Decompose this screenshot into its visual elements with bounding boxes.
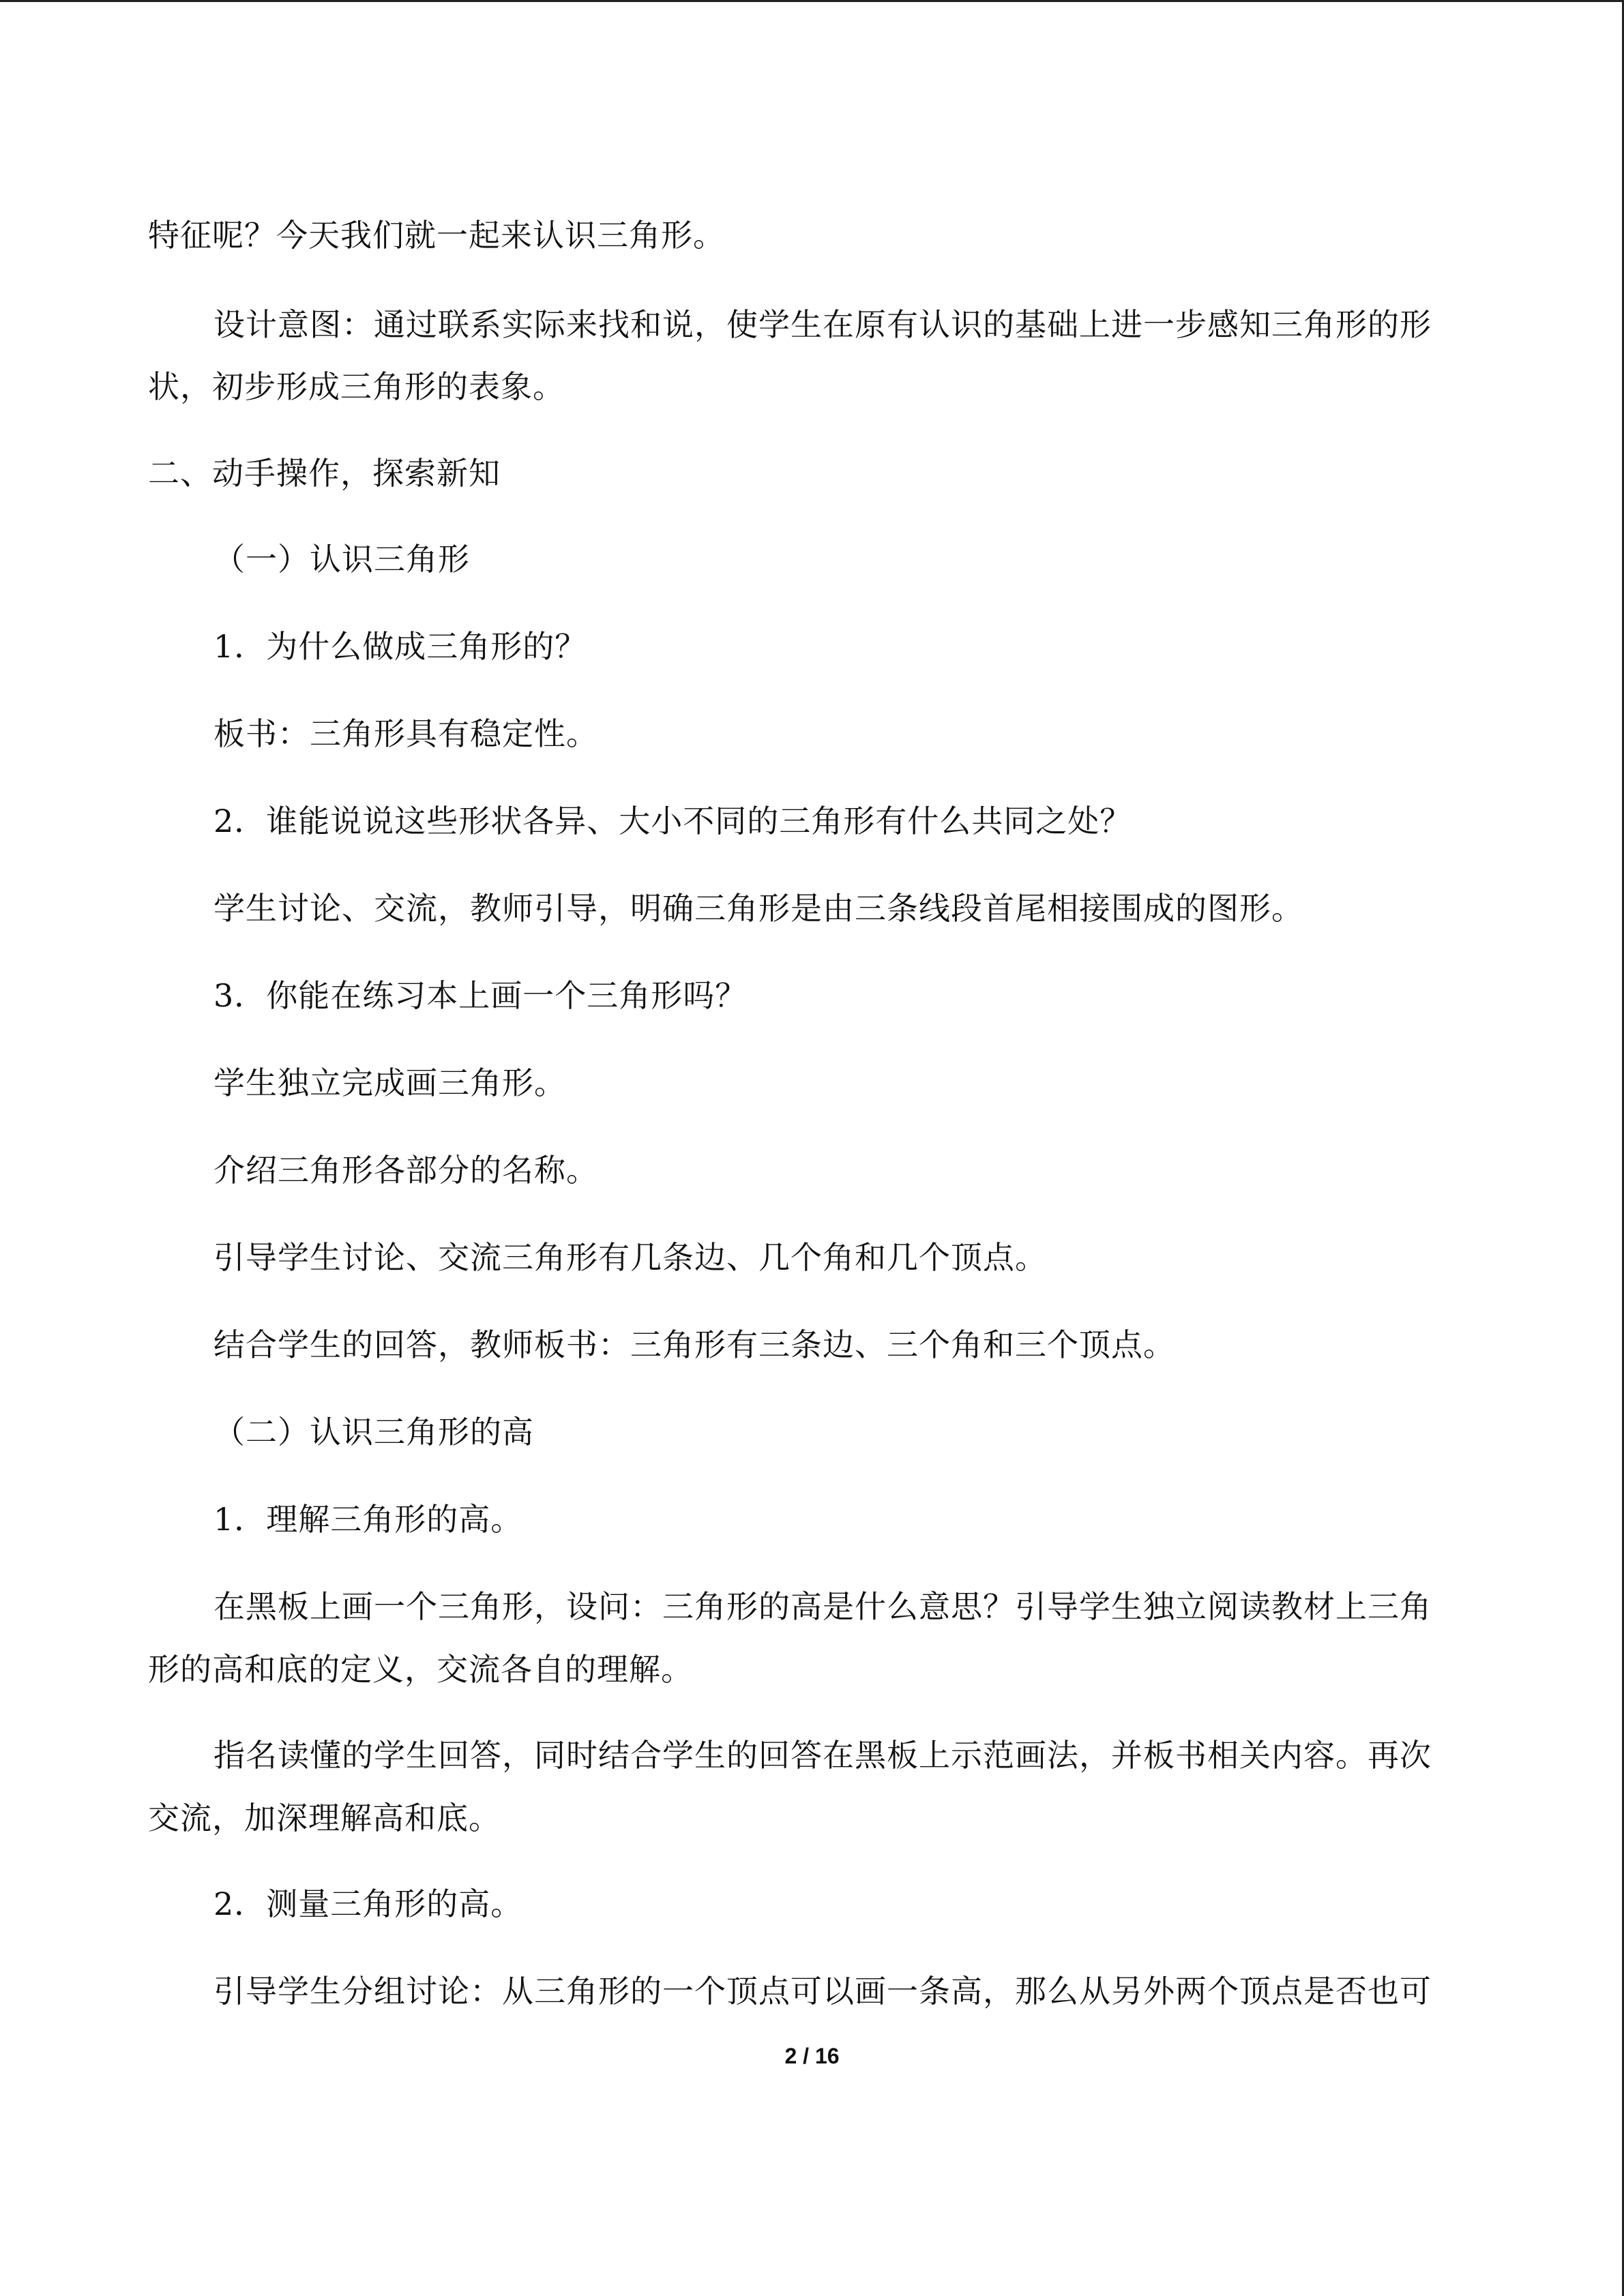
paragraph-line: 设计意图：通过联系实际来找和说，使学生在原有认识的基础上进一步感知三角形的形 <box>213 306 1432 343</box>
page-number: 2 / 16 <box>784 2044 840 2068</box>
list-item: 3．你能在练习本上画一个三角形吗？ <box>213 977 748 1014</box>
paragraph-line: 介绍三角形各部分的名称。 <box>213 1152 598 1189</box>
subsection-heading: （二）认识三角形的高 <box>213 1414 534 1450</box>
paragraph-line: 引导学生讨论、交流三角形有几条边、几个角和几个顶点。 <box>213 1239 1047 1276</box>
list-item: 1．理解三角形的高。 <box>213 1501 523 1538</box>
paragraph-line: 引导学生分组讨论：从三角形的一个顶点可以画一条高，那么从另外两个顶点是否也可 <box>213 1973 1432 2010</box>
list-item: 2．测量三角形的高。 <box>213 1885 523 1922</box>
list-item: 1．为什么做成三角形的？ <box>213 628 587 665</box>
paragraph-line: 状，初步形成三角形的表象。 <box>148 368 565 405</box>
subsection-heading: （一）认识三角形 <box>213 541 470 578</box>
paragraph-line: 结合学生的回答，教师板书：三角形有三条边、三个角和三个顶点。 <box>213 1326 1175 1363</box>
paragraph-line: 交流，加深理解高和底。 <box>148 1800 501 1836</box>
list-item: 2．谁能说说这些形状各异、大小不同的三角形有什么共同之处？ <box>213 803 1132 839</box>
paragraph-line: 学生独立完成画三角形。 <box>213 1064 566 1101</box>
paragraph-line: 在黑板上画一个三角形，设问：三角形的高是什么意思？引导学生独立阅读教材上三角 <box>213 1588 1432 1625</box>
paragraph-line: 板书：三角形具有稳定性。 <box>213 715 598 752</box>
paragraph-line: 特征呢？今天我们就一起来认识三角形。 <box>148 217 725 254</box>
paragraph-line: 形的高和底的定义，交流各自的理解。 <box>148 1651 693 1688</box>
paragraph-line: 指名读懂的学生回答，同时结合学生的回答在黑板上示范画法，并板书相关内容。再次 <box>213 1737 1432 1774</box>
section-heading: 二、动手操作，探索新知 <box>148 455 501 492</box>
paragraph-line: 学生讨论、交流，教师引导，明确三角形是由三条线段首尾相接围成的图形。 <box>213 890 1303 927</box>
